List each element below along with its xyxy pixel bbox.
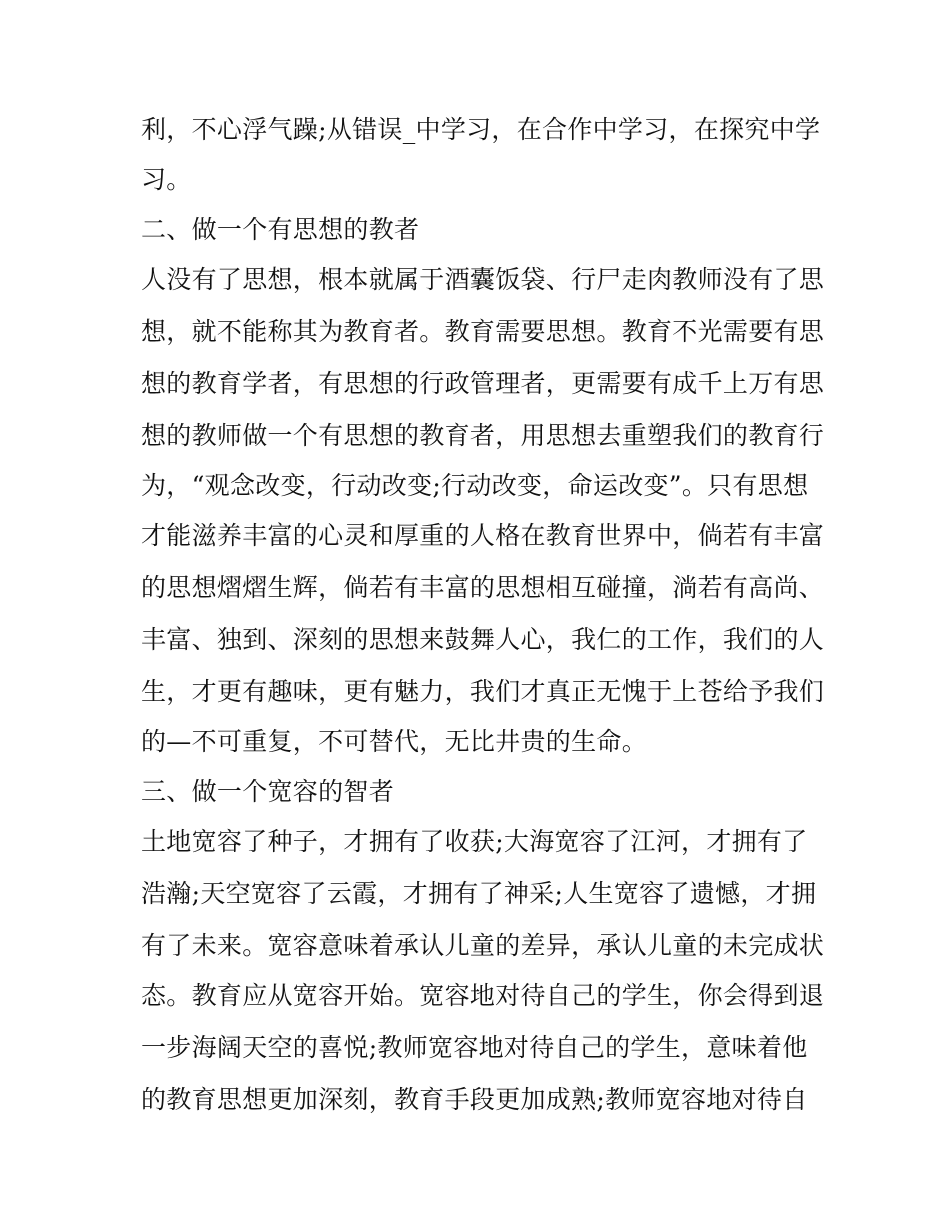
section-heading: 三、做一个宽容的智者 xyxy=(141,777,395,806)
text-line: 土地宽容了种子，才拥有了收获;大海宽容了江河，才拥有了 xyxy=(141,827,808,856)
text-line: 利，不心浮气躁;从错误_中学习，在合作中学习，在探究中学 xyxy=(141,115,821,144)
text-line: 生，才更有趣味，更有魅力，我们才真正无愧于上苍给予我们 xyxy=(141,677,825,706)
text-line: 人没有了思想，根本就属于酒囊饭袋、行尸走肉教师没有了思 xyxy=(141,265,825,294)
text-line: 丰富、独到、深刻的思想来鼓舞人心，我仁的工作，我们的人 xyxy=(141,625,825,654)
text-line: 的教育思想更加深刻，教育手段更加成熟;教师宽容地对待自 xyxy=(141,1085,808,1114)
text-line: 想的教育学者，有思想的行政管理者，更需要有成千上万有思 xyxy=(141,369,825,398)
text-line: 为，“观念改变，行动改变;行动改变，命运改变”。只有思想 xyxy=(141,471,809,500)
text-line: 才能滋养丰富的心灵和厚重的人格在教育世界中，倘若有丰富 xyxy=(141,521,825,550)
text-line: 一步海阔天空的喜悦;教师宽容地对待自己的学生，意味着他 xyxy=(141,1033,808,1062)
section-heading: 二、做一个有思想的教者 xyxy=(141,215,420,244)
text-line: 的—不可重复，不可替代，无比井贵的生命。 xyxy=(141,727,648,756)
text-line: 习。 xyxy=(141,165,192,194)
text-line: 想的教师做一个有思想的教育者，用思想去重塑我们的教育行 xyxy=(141,421,825,450)
text-line: 浩瀚;天空宽容了云霞，才拥有了神采;人生宽容了遗憾，才拥 xyxy=(141,879,817,908)
text-line: 的思想熠熠生辉，倘若有丰富的思想相互碰撞，淌若有高尚、 xyxy=(141,573,825,602)
text-line: 想，就不能称其为教育者。教育需要思想。教育不光需要有思 xyxy=(141,317,825,346)
text-line: 态。教育应从宽容开始。宽容地对待自己的学生，你会得到退 xyxy=(141,981,825,1010)
text-line: 有了未来。宽容意味着承认儿童的差异，承认儿童的未完成状 xyxy=(141,931,825,960)
